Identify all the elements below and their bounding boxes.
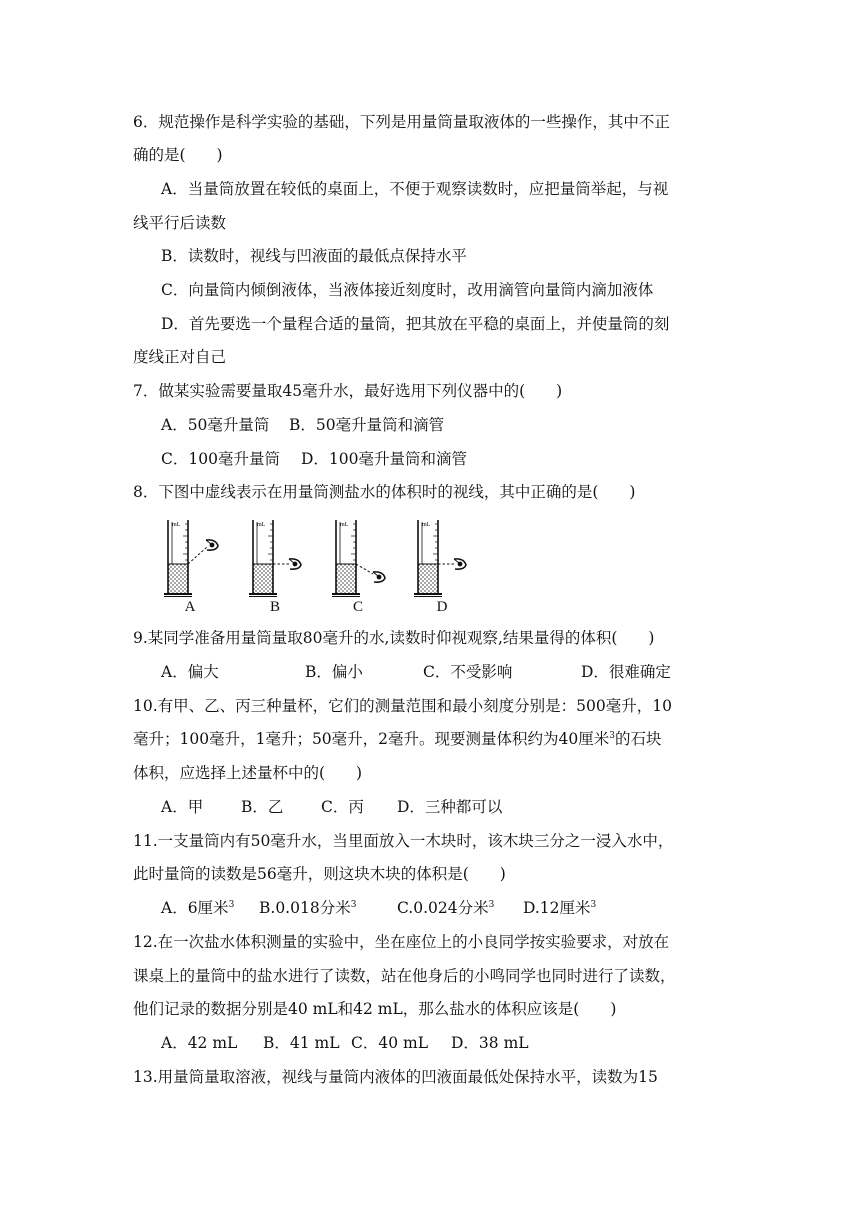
q7-option-c: C．100毫升量筒 (161, 450, 280, 468)
q12-option-a: A．42 mL (161, 1034, 238, 1052)
q8-figure-cylinders (150, 512, 490, 618)
q10-stem-line-2-tail: 的石块 (615, 730, 662, 748)
q6-option-c: C．向量筒内倾倒液体，当液体接近刻度时，改用滴管向量筒内滴加液体 (161, 281, 654, 299)
q12-stem-line-1: 12.在一次盐水体积测量的实验中，坐在座位上的小良同学按实验要求，对放在 (133, 933, 670, 951)
q12-stem-line-3: 他们记录的数据分别是40 mL和42 mL，那么盐水的体积应该是( ) (133, 1000, 617, 1018)
q12-option-c: C．40 mL (351, 1034, 429, 1052)
q7-option-a: A．50毫升量筒 (161, 416, 270, 434)
q6-option-d-line-2: 度线正对自己 (133, 348, 227, 366)
q9-options (0, 657, 860, 687)
q11-stem-line-2: 此时量筒的读数是56毫升，则这块木块的体积是( ) (133, 865, 506, 883)
q11-option-b-text: B.0.018分米 (259, 899, 351, 917)
q11-option-a-text: A．6厘米 (161, 899, 229, 917)
q9-option-a: A．偏大 (161, 663, 219, 681)
q11-option-b-sup: 3 (350, 900, 357, 910)
figure-label-a: A (184, 599, 196, 615)
q9-option-b: B．偏小 (305, 663, 363, 681)
eye-icon (373, 572, 385, 582)
q8-figure-svg (150, 512, 490, 602)
cylinder-d (414, 520, 466, 597)
cylinder-a (164, 520, 218, 597)
q12-option-b: B．41 mL (263, 1034, 340, 1052)
q10-stem-line-1: 10.有甲、乙、丙三种量杯，它们的测量范围和最小刻度分别是：500毫升，10 (133, 697, 672, 715)
q11-option-d (523, 893, 596, 923)
q9-option-c: C．不受影响 (423, 663, 513, 681)
q7-options-row-1 (0, 410, 860, 440)
q8-stem: 8．下图中虚线表示在用量筒测盐水的体积时的视线，其中正确的是( ) (133, 483, 636, 501)
q7-stem: 7．做某实验需要量取45毫升水，最好选用下列仪器中的( ) (133, 382, 563, 400)
q7-option-b: B．50毫升量筒和滴管 (289, 416, 445, 434)
figure-label-c: C (352, 599, 363, 615)
q10-option-c: C．丙 (321, 798, 364, 816)
q6-option-d-line-1: D．首先要选一个量程合适的量筒，把其放在平稳的桌面上，并使量筒的刻 (161, 315, 670, 333)
q11-option-c (397, 893, 523, 923)
cylinder-a-unit: mL (172, 522, 181, 528)
q11-option-c-sup: 3 (488, 900, 495, 910)
q9-stem: 9.某同学准备用量筒量取80毫升的水,读数时仰视观察,结果量得的体积( ) (133, 629, 655, 647)
figure-label-b: B (269, 599, 280, 615)
q10-superscript: 3 (609, 731, 615, 741)
q11-option-d-text: D.12厘米 (523, 899, 591, 917)
q10-option-a: A．甲 (161, 798, 204, 816)
q7-option-d: D．100毫升量筒和滴管 (301, 450, 468, 468)
q13-stem-line-1: 13.用量筒量取溶液，视线与量筒内液体的凹液面最低处保持水平，读数为15 (133, 1068, 658, 1086)
q12-option-d: D．38 mL (451, 1034, 529, 1052)
q11-option-a-sup: 3 (228, 900, 235, 910)
q6-option-a-line-2: 线平行后读数 (133, 214, 227, 232)
q6-stem-line-1: 6．规范操作是科学实验的基础，下列是用量筒量取液体的一些操作，其中不正 (133, 113, 670, 131)
eye-icon (454, 559, 466, 569)
q11-option-d-sup: 3 (590, 900, 597, 910)
q12-stem-line-2: 课桌上的量筒中的盐水进行了读数，站在他身后的小鸣同学也同时进行了读数， (133, 967, 676, 985)
cylinder-c-unit: mL (340, 522, 349, 528)
q11-options (0, 893, 860, 923)
q12-options (0, 1028, 860, 1058)
q11-option-b (259, 893, 397, 923)
q9-option-d: D．很难确定 (581, 663, 671, 681)
figure-label-d: D (436, 599, 448, 615)
q11-stem-line-1: 11.一支量筒内有50毫升水，当里面放入一木块时，该木块三分之一浸入水中， (133, 832, 674, 850)
cylinder-d-unit: mL (422, 522, 431, 528)
q11-option-c-text: C.0.024分米 (397, 899, 489, 917)
eye-icon (289, 559, 301, 569)
cylinder-c (332, 520, 385, 597)
cylinder-b (249, 520, 301, 597)
q10-stem-line-2-text: 毫升；100毫升，1毫升；50毫升，2毫升。现要测量体积约为40厘米 (133, 730, 610, 748)
eye-icon (206, 540, 218, 550)
q10-stem-line-2 (0, 724, 860, 754)
q10-option-d: D．三种都可以 (397, 798, 503, 816)
q10-options (0, 792, 860, 822)
q6-option-b: B．读数时，视线与凹液面的最低点保持水平 (161, 247, 467, 265)
q6-option-a-line-1: A．当量筒放置在较低的桌面上，不便于观察读数时，应把量筒举起，与视 (161, 180, 669, 198)
q11-option-a (161, 893, 259, 923)
q6-stem-line-2: 确的是( ) (133, 146, 223, 164)
cylinder-b-unit: mL (257, 522, 266, 528)
q10-stem-line-3: 体积，应选择上述量杯中的( ) (133, 764, 363, 782)
q7-options-row-2 (0, 444, 860, 474)
q10-option-b: B．乙 (241, 798, 284, 816)
